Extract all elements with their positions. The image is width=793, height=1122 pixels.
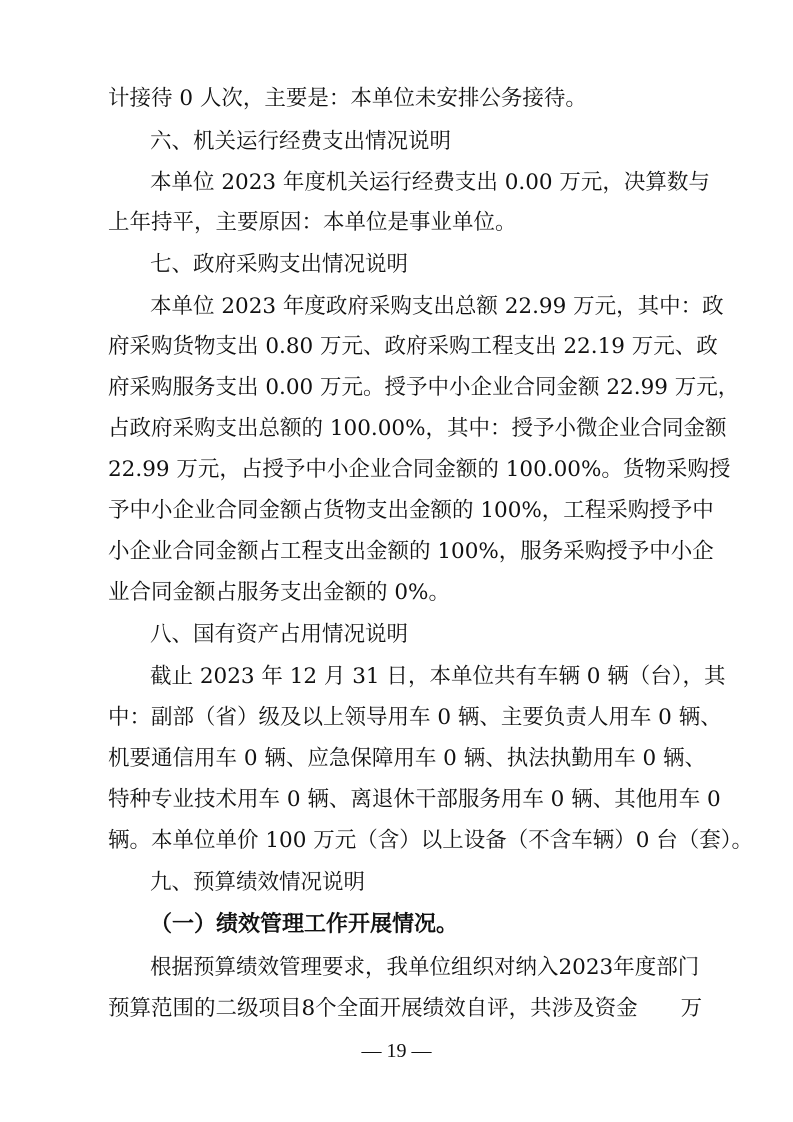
section-heading-7: 七、政府采购支出情况说明 [150,252,409,277]
paragraph-line: 机要通信用车 0 辆、应急保障用车 0 辆、执法执勤用车 0 辆、 [108,746,707,771]
section-heading-9: 九、预算绩效情况说明 [150,870,366,895]
paragraph-line: 占政府采购支出总额的 100.00%，其中：授予小微企业合同金额 [108,416,727,441]
paragraph-line: 业合同金额占服务支出金额的 0%。 [108,580,450,605]
paragraph-line: 中：副部（省）级及以上领导用车 0 辆、主要负责人用车 0 辆、 [108,705,722,730]
section-heading-6: 六、机关运行经费支出情况说明 [150,129,452,154]
paragraph-line: 特种专业技术用车 0 辆、离退休干部服务用车 0 辆、其他用车 0 [108,787,721,812]
subsection-heading: （一）绩效管理工作开展情况。 [150,912,459,937]
paragraph-line: 府采购货物支出 0.80 万元、政府采购工程支出 22.19 万元、政 [108,334,718,359]
paragraph-line: 本单位 2023 年度政府采购支出总额 22.99 万元，其中：政 [150,294,724,319]
paragraph-line: 截止 2023 年 12 月 31 日，本单位共有车辆 0 辆（台），其 [150,664,726,689]
section-heading-8: 八、国有资产占用情况说明 [150,622,409,647]
paragraph-line: 小企业合同金额占工程支出金额的 100%，服务采购授予中小企 [108,539,714,564]
paragraph-line: 预算范围的二级项目8个全面开展绩效自评，共涉及资金 万 [108,996,703,1021]
paragraph-line: 府采购服务支出 0.00 万元。授予中小企业合同金额 22.99 万元， [108,375,740,400]
page-number: — 19 — [361,1040,432,1062]
paragraph-line: 辆。本单位单价 100 万元（含）以上设备（不含车辆）0 台（套）。 [108,828,753,853]
paragraph-line: 本单位 2023 年度机关运行经费支出 0.00 万元，决算数与 [150,170,710,195]
paragraph-line: 22.99 万元，占授予中小企业合同金额的 100.00%。货物采购授 [108,457,731,482]
paragraph-line: 予中小企业合同金额占货物支出金额的 100%，工程采购授予中 [108,498,714,523]
paragraph-line: 计接待 0 人次，主要是：本单位未安排公务接待。 [108,86,587,111]
paragraph-line: 根据预算绩效管理要求，我单位组织对纳入2023年度部门 [150,955,700,980]
paragraph-line: 上年持平，主要原因：本单位是事业单位。 [108,210,517,235]
